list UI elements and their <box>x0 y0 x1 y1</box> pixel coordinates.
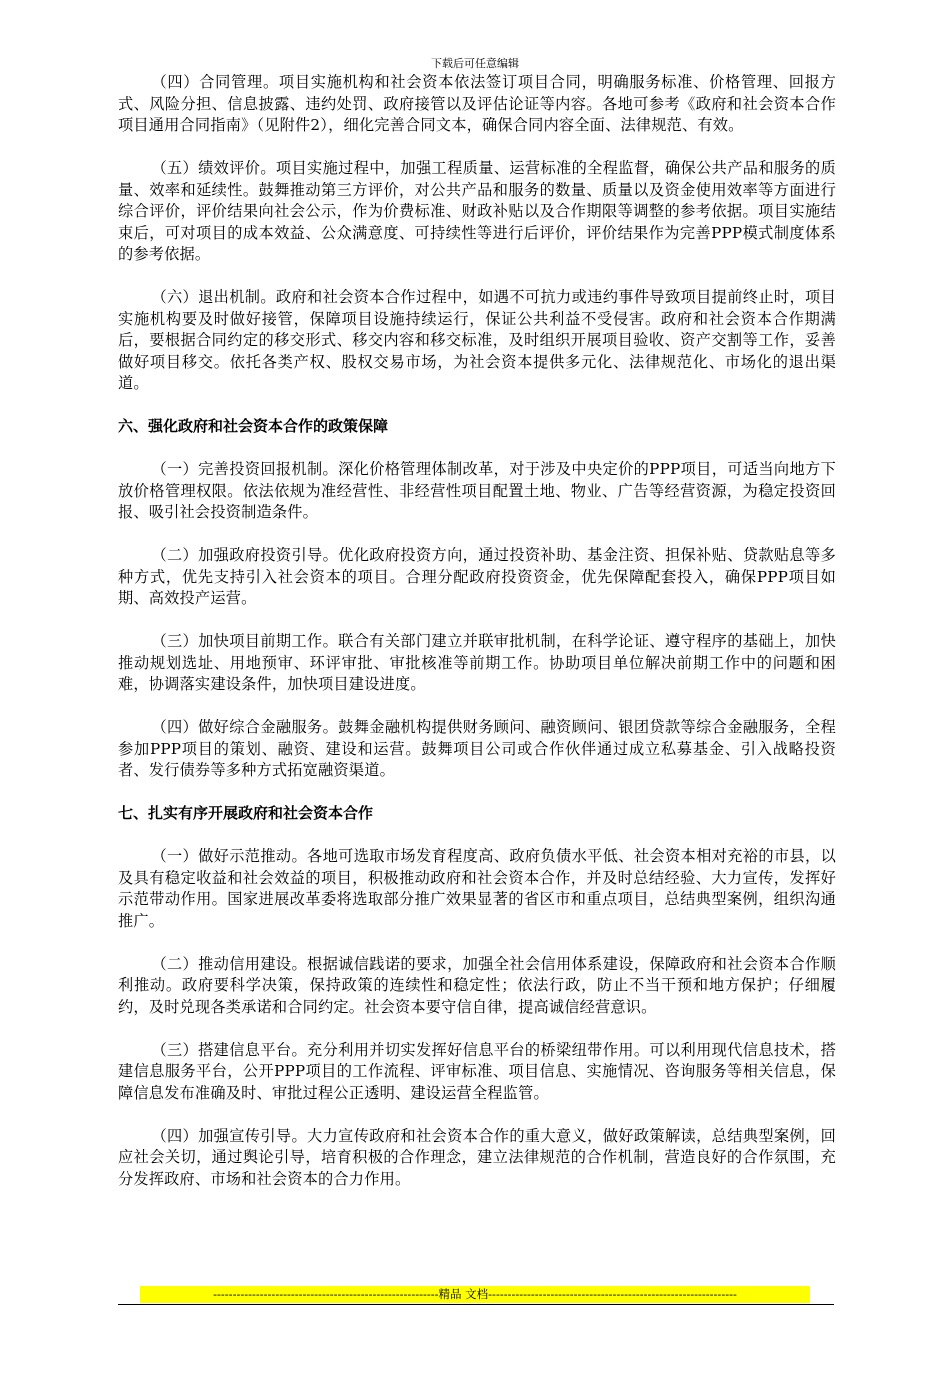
paragraph-financial-services: （四）做好综合金融服务。鼓舞金融机构提供财务顾问、融资顾问、银团贷款等综合金融服务，全程参加PPP项目的策划、融资、建设和运营。鼓舞项目公司或合作伙伴通过成立私募基金、引入战略投资者、发行债券等多种方式拓宽融资渠道。 <box>118 718 836 779</box>
paragraph-publicity: （四）加强宣传引导。大力宣传政府和社会资本合作的重大意义，做好政策解读，总结典型案例，回应社会关切，通过舆论引导，培育积极的合作理念，建立法律规范的合作机制，营造良好的合作氛围，充分发挥政府、市场和社会资本的合力作用。 <box>118 1126 836 1188</box>
paragraph-performance-evaluation: （五）绩效评价。项目实施过程中，加强工程质量、运营标准的全程监督，确保公共产品和服务的质量、效率和延续性。鼓舞推动第三方评价，对公共产品和服务的数量、质量以及资金使用效率等方面进行综合评价，评价结果向社会公示，作为价费标准、财政补贴以及合作期限等调整的参考依据。项目实施结束后，可对项目的成本效益、公众满意度、可持续性等进行后评价，评价结果作为完善PPP模式制度体系的参考依据。 <box>118 159 836 263</box>
paragraph-exit-mechanism: （六）退出机制。政府和社会资本合作过程中，如遇不可抗力或违约事件导致项目提前终止时，项目实施机构要及时做好接管，保障项目设施持续运行，保证公共利益不受侵害。政府和社会资本合作期满后，要根据合同约定的移交形式、移交内容和移交标准，及时组织开展项目验收、资产交割等工作，妥善做好项目移交。依托各类产权、股权交易市场，为社会资本提供多元化、法律规范化、市场化的退出渠道。 <box>118 288 836 392</box>
paragraph-credit-building: （二）推动信用建设。根据诚信践诺的要求，加强全社会信用体系建设，保障政府和社会资本合作顺利推动。政府要科学决策，保持政策的连续性和稳定性；依法行政，防止不当干预和地方保护；仔细履约，及时兑现各类承诺和合同约定。社会资本要守信自律，提高诚信经营意识。 <box>118 954 836 1016</box>
footer-divider <box>118 1304 834 1305</box>
footer-banner: ----------------------------------------------------------精品 文档---------------------------------------------------------------- <box>140 1286 810 1303</box>
document-body <box>118 72 836 1212</box>
paragraph-contract-management: （四）合同管理。项目实施机构和社会资本依法签订项目合同，明确服务标准、价格管理、回报方式、风险分担、信息披露、违约处罚、政府接管以及评估论证等内容。各地可参考《政府和社会资本合作项目通用合同指南》（见附件2），细化完善合同文本，确保合同内容全面、法律规范、有效。 <box>118 73 836 134</box>
paragraph-demonstration: （一）做好示范推动。各地可选取市场发育程度高、政府负债水平低、社会资本相对充裕的市县，以及具有稳定收益和社会效益的项目，积极推动政府和社会资本合作，并及时总结经验、大力宣传，发挥好示范带动作用。国家进展改革委将选取部分推广效果显著的省区市和重点项目，总结典型案例，组织沟通推广。 <box>118 847 836 930</box>
section-heading-six: 六、强化政府和社会资本合作的政策保障 <box>118 417 389 435</box>
paragraph-preliminary-work: （三）加快项目前期工作。联合有关部门建立并联审批机制，在科学论证、遵守程序的基础上，加快推动规划选址、用地预审、环评审批、审批核准等前期工作。协助项目单位解决前期工作中的问题和困难，协调落实建设条件，加快项目建设进度。 <box>118 632 836 693</box>
section-heading-seven: 七、扎实有序开展政府和社会资本合作 <box>118 804 374 822</box>
page-header: 下载后可任意编辑 <box>431 57 519 70</box>
paragraph-information-platform: （三）搭建信息平台。充分利用并切实发挥好信息平台的桥梁纽带作用。可以利用现代信息技术，搭建信息服务平台，公开PPP项目的工作流程、评审标准、项目信息、实施情况、咨询服务等相关信息，保障信息发布准确及时、审批过程公正透明、建设运营全程监管。 <box>118 1040 836 1102</box>
paragraph-government-investment: （二）加强政府投资引导。优化政府投资方向，通过投资补助、基金注资、担保补贴、贷款贴息等多种方式，优先支持引入社会资本的项目。合理分配政府投资资金，优先保障配套投入，确保PPP项目如期、高效投产运营。 <box>118 546 836 607</box>
paragraph-investment-return: （一）完善投资回报机制。深化价格管理体制改革，对于涉及中央定价的PPP项目，可适当向地方下放价格管理权限。依法依规为准经营性、非经营性项目配置土地、物业、广告等经营资源，为稳定投资回报、吸引社会投资制造条件。 <box>118 460 836 521</box>
